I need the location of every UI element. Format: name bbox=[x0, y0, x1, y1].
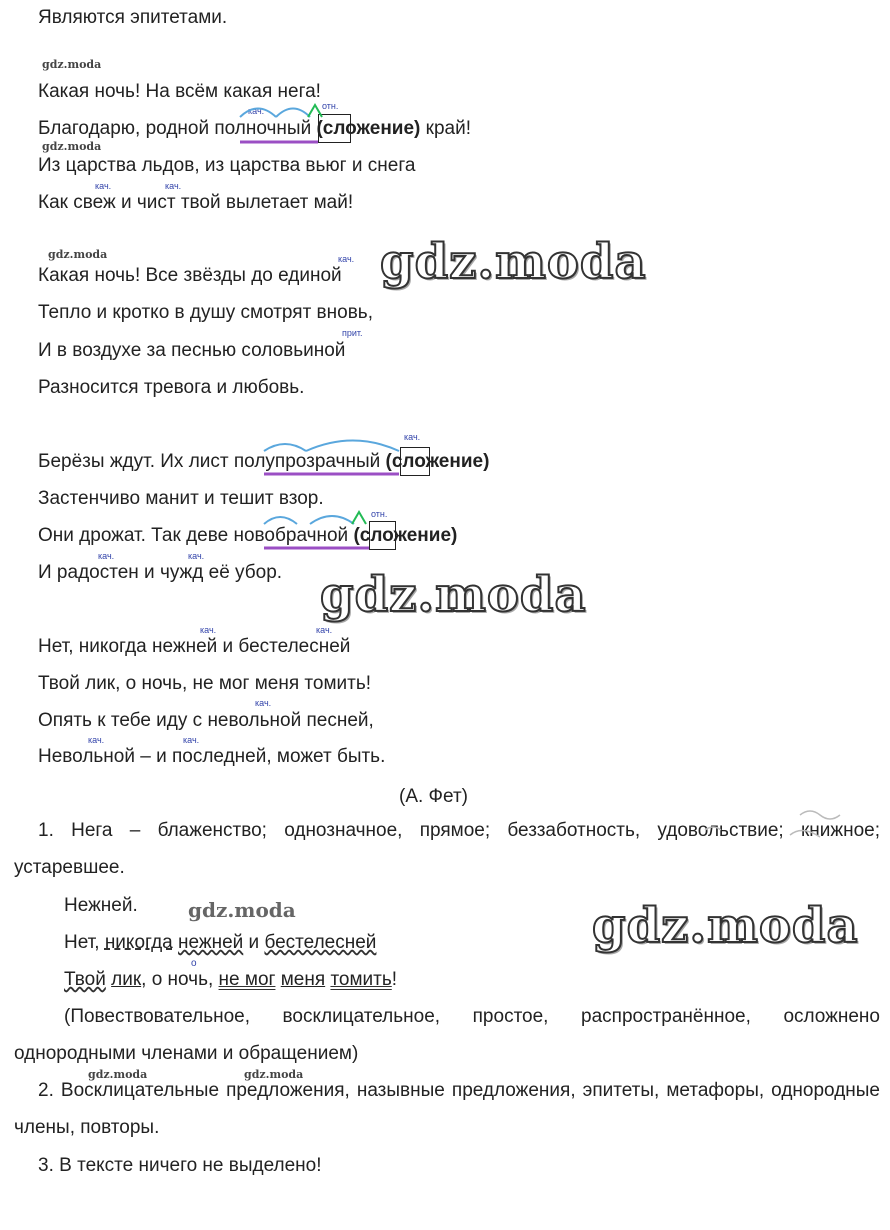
answer-1: 1. Нега – блаженство; однозначное, прямое; беззаботность, удовольствие; книжное; устаревшее. bbox=[14, 820, 880, 878]
poem-line: Застенчиво манит и тешит взор. bbox=[38, 488, 324, 509]
watermark-large: gdz.moda bbox=[380, 234, 647, 290]
poem-line: Разносится тревога и любовь. bbox=[38, 377, 305, 398]
watermark-small: gdz.moda bbox=[48, 248, 108, 261]
root-arc bbox=[310, 516, 354, 524]
mark-kach: кач. bbox=[98, 551, 115, 561]
mark-kach: кач. bbox=[255, 698, 272, 708]
poem-line: Какая ночь! На всём какая нега! bbox=[38, 81, 321, 102]
mark-o: о bbox=[191, 958, 197, 969]
mark-kach: кач. bbox=[95, 181, 112, 191]
mark-kach: кач. bbox=[183, 735, 200, 745]
poem-line: Тепло и кротко в душу смотрят вновь, bbox=[38, 302, 373, 323]
ending-box bbox=[369, 521, 396, 550]
watermark-medium: gdz.moda bbox=[188, 898, 296, 922]
answer-note: (Повествовательное, восклицательное, простое, распространённое, осложнено однородными членами и обращением) bbox=[14, 1006, 880, 1064]
poem-line: Твой лик, о ночь, не мог меня томить! bbox=[38, 673, 372, 694]
answer-3: 3. В тексте ничего не выделено! bbox=[38, 1155, 322, 1176]
root-arc bbox=[276, 109, 310, 118]
poem-line: И в воздухе за песнью соловьиной bbox=[38, 340, 346, 361]
author: (А. Фет) bbox=[399, 786, 468, 807]
poem-line: Невольной – и последней, может быть. bbox=[38, 746, 386, 767]
word-poluprozrachny: полупрозрачный bbox=[233, 451, 381, 472]
parsed-line-2: Твой лик, о ночь, не мог меня томить! bbox=[64, 969, 398, 990]
parsed-line-1: Нет, никогда нежней и бестелесней bbox=[64, 932, 377, 953]
mark-kach: кач. bbox=[200, 625, 217, 635]
answer-nezhnei: Нежней. bbox=[64, 895, 138, 916]
watermark-small: gdz.moda bbox=[244, 1068, 304, 1081]
watermark-small: gdz.moda bbox=[42, 140, 102, 153]
mark-kach: кач. bbox=[88, 735, 105, 745]
poem-line: Нет, никогда нежней и бестелесней bbox=[38, 636, 351, 657]
poem-line: Опять к тебе иду с невольной песней, bbox=[38, 710, 374, 731]
poem-line: Какая ночь! Все звёзды до единой bbox=[38, 265, 342, 286]
word-polnochny: полночный bbox=[214, 118, 312, 139]
suffix-caret bbox=[352, 512, 366, 524]
mark-kach: кач. bbox=[165, 181, 182, 191]
poem-line: Как свеж и чист твой вылетает май! bbox=[38, 192, 354, 213]
poem-line: Благодарю, родной полночный (сложение) край! bbox=[38, 118, 471, 139]
mark-otn: отн. bbox=[322, 101, 339, 111]
ending-box bbox=[400, 447, 430, 476]
poem-line: Они дрожат. Так деве новобрачной (сложение) bbox=[38, 525, 458, 546]
watermark-small: gdz.moda bbox=[88, 1068, 148, 1081]
word-novobrachnoy: новобрачной bbox=[233, 525, 349, 546]
mark-kach: кач. bbox=[404, 432, 421, 442]
poem-line: Из царства льдов, из царства вьюг и снега bbox=[38, 155, 416, 176]
mark-kach: кач. bbox=[248, 106, 265, 116]
mark-kach: кач. bbox=[338, 254, 355, 264]
watermark-large: gdz.moda bbox=[592, 898, 859, 954]
poem-line: Берёзы ждут. Их лист полупрозрачный (сложение) bbox=[38, 451, 490, 472]
answer-2: 2. Восклицательные предложения, назывные предложения, эпитеты, метафоры, однородные члены, повторы. bbox=[14, 1080, 880, 1138]
mark-prit: прит. bbox=[342, 328, 363, 338]
root-arc bbox=[264, 517, 297, 524]
mark-otn: отн. bbox=[371, 509, 388, 519]
mark-kach: кач. bbox=[316, 625, 333, 635]
ending-box bbox=[318, 114, 351, 143]
header-text: Являются эпитетами. bbox=[38, 7, 228, 28]
watermark-large: gdz.moda bbox=[320, 567, 587, 623]
watermark-small: gdz.moda bbox=[42, 58, 102, 71]
mark-kach: кач. bbox=[188, 551, 205, 561]
poem-line: И радостен и чужд её убор. bbox=[38, 562, 283, 583]
